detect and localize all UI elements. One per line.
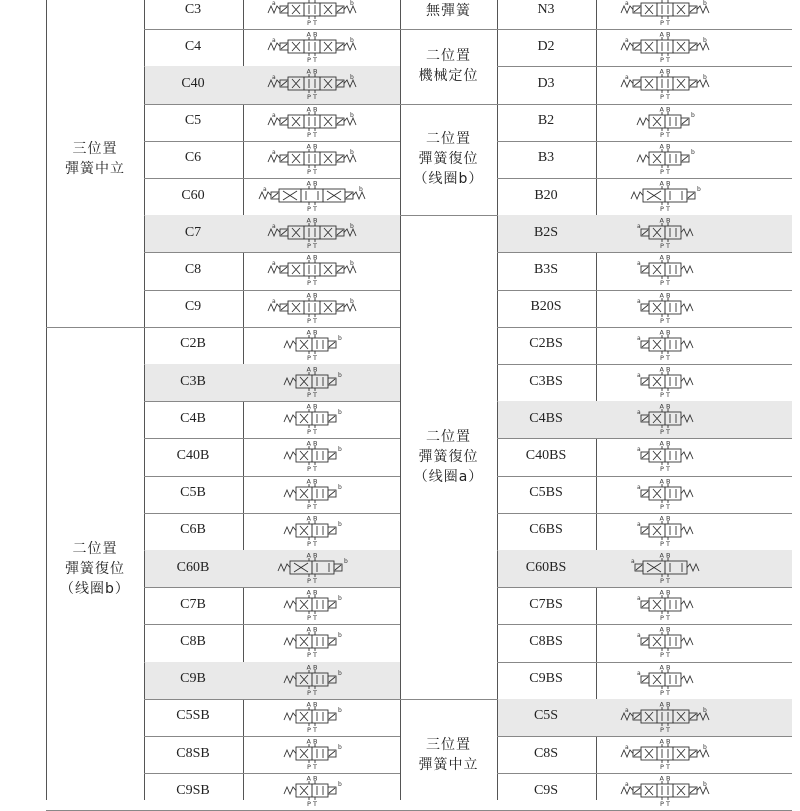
spring-return-valve-b-icon (247, 365, 377, 401)
spring-return-valve-a-icon (600, 477, 730, 513)
three-position-solenoid-valve-icon (247, 253, 377, 289)
model-code: N3 (537, 1, 555, 17)
svg-text:a: a (637, 260, 641, 268)
model-code: C2BS (529, 336, 563, 352)
svg-text:A B: A B (306, 551, 318, 560)
svg-text:P T: P T (307, 19, 317, 27)
svg-text:A B: A B (306, 142, 318, 151)
group-label-line: 二位置 (426, 48, 471, 65)
model-code: C3 (184, 1, 202, 17)
svg-text:P T: P T (307, 93, 317, 102)
svg-text:a: a (637, 483, 641, 491)
model-code: B20 (534, 187, 558, 203)
svg-text:A B: A B (306, 439, 318, 448)
svg-text:b: b (338, 706, 342, 714)
svg-text:a: a (637, 632, 641, 640)
svg-text:A B: A B (306, 588, 318, 597)
group-label-line: 二位置 (426, 131, 471, 148)
spring-return-valve-b-icon (247, 774, 377, 810)
three-position-solenoid-valve-icon (247, 30, 377, 66)
svg-text:A B: A B (659, 514, 671, 523)
model-code: C40 (181, 76, 205, 91)
model-code: C5BS (529, 485, 563, 501)
model-code: C7B (180, 596, 206, 612)
svg-text:b: b (703, 37, 707, 45)
svg-text:b: b (338, 409, 342, 417)
spring-return-valve-a-icon (600, 365, 730, 401)
svg-text:a: a (272, 297, 276, 305)
svg-text:a: a (625, 706, 629, 714)
svg-text:a: a (625, 37, 629, 45)
svg-text:A B: A B (306, 253, 318, 262)
svg-text:a: a (637, 520, 641, 528)
svg-text:P T: P T (660, 651, 670, 660)
model-code: C6BS (529, 522, 563, 538)
svg-text:a: a (272, 148, 276, 156)
svg-text:P T: P T (660, 19, 670, 27)
group-label-line: 彈簧復位 (418, 151, 479, 168)
model-code: C4BS (529, 410, 563, 426)
spring-return-valve-b-icon (247, 700, 377, 736)
column-divider (596, 0, 597, 800)
group-label-line: 二位置 (72, 540, 118, 557)
model-code: B2S (533, 224, 559, 240)
model-code: C60B (176, 559, 210, 575)
model-code: C2B (180, 336, 206, 352)
svg-text:A B: A B (659, 142, 671, 151)
spring-return-valve-b-icon (600, 142, 730, 178)
group-label (400, 46, 497, 86)
model-code: C40BS (525, 448, 567, 463)
svg-text:A B: A B (306, 477, 318, 486)
svg-text:A B: A B (659, 439, 671, 448)
svg-text:A B: A B (659, 328, 671, 337)
svg-text:P T: P T (660, 539, 670, 548)
svg-text:a: a (263, 186, 267, 193)
detent-valve-icon (600, 67, 730, 103)
svg-text:P T: P T (307, 763, 317, 771)
model-code: C5 (184, 113, 202, 129)
group-label-line: 三位置 (426, 736, 471, 753)
svg-text:a: a (637, 595, 641, 603)
svg-text:a: a (272, 260, 276, 268)
svg-text:A B: A B (659, 67, 671, 76)
model-code: C60 (181, 187, 205, 203)
svg-text:A B: A B (306, 179, 318, 188)
spring-return-valve-b-icon (600, 105, 730, 141)
svg-text:b: b (350, 111, 354, 119)
svg-text:P T: P T (307, 688, 317, 697)
model-code: C8B (180, 634, 206, 649)
svg-text:A B: A B (306, 328, 318, 337)
detent-valve-icon (600, 30, 730, 66)
svg-text:A B: A B (659, 179, 671, 188)
svg-text:A B: A B (659, 216, 671, 225)
svg-text:b: b (359, 186, 363, 193)
svg-text:a: a (625, 744, 629, 751)
spring-return-valve-a-icon (600, 625, 730, 661)
model-code: C6 (184, 150, 202, 166)
spring-return-valve-a-icon (600, 588, 730, 624)
svg-text:b: b (338, 446, 342, 454)
spring-return-valve-b-icon (247, 737, 377, 773)
group-divider (400, 215, 497, 216)
svg-text:a: a (272, 37, 276, 45)
svg-text:P T: P T (660, 577, 670, 585)
spring-return-valve-a-icon (600, 402, 730, 438)
svg-text:b: b (338, 520, 342, 528)
svg-text:P T: P T (307, 56, 317, 65)
model-code: C7 (184, 224, 202, 240)
svg-text:b: b (350, 223, 354, 231)
svg-text:P T: P T (307, 167, 317, 176)
svg-text:P T: P T (307, 800, 317, 809)
group-label-line: 彈簧中立 (418, 756, 479, 773)
svg-text:P T: P T (660, 614, 670, 623)
model-code: C5SB (176, 708, 210, 724)
spring-return-valve-a-icon (600, 439, 730, 475)
three-position-solenoid-valve-icon (600, 774, 730, 810)
spring-return-valve-b-icon (247, 439, 377, 475)
svg-text:b: b (703, 706, 707, 714)
svg-text:P T: P T (307, 316, 317, 325)
svg-text:P T: P T (660, 465, 670, 474)
group-label (400, 1, 497, 21)
svg-text:A B (307, 0, 318, 2)
three-position-solenoid-valve-icon (600, 737, 730, 773)
svg-text:a: a (637, 446, 641, 454)
model-code: C3BS (529, 373, 563, 389)
svg-text:A B: A B (659, 700, 671, 709)
model-code: C8 (184, 262, 202, 277)
svg-text:A B: A B (306, 774, 318, 783)
three-position-solenoid-valve-icon (247, 216, 377, 252)
group-label (400, 129, 497, 189)
group-divider (400, 699, 497, 700)
spring-return-valve-b-icon (247, 328, 377, 364)
svg-text:a: a (625, 781, 629, 789)
svg-text:P T: P T (307, 391, 317, 399)
spring-return-valve-a-icon (600, 291, 730, 327)
model-code: C4B (180, 410, 206, 426)
svg-text:b: b (691, 111, 695, 119)
group-label-line: 二位置 (426, 429, 471, 445)
group-label (400, 427, 497, 487)
svg-text:a: a (272, 0, 276, 7)
model-code: C40B (176, 448, 210, 463)
spring-return-valve-a-icon (600, 328, 730, 364)
svg-text:a: a (637, 409, 641, 417)
svg-text:A B: A B (306, 365, 318, 374)
svg-text:A B: A B (306, 30, 318, 39)
svg-text:A B: A B (306, 216, 318, 225)
group-label-line: 彈簧復位 (418, 449, 479, 465)
svg-text:P T: P T (307, 577, 317, 585)
group-label-line: 機械定位 (418, 68, 479, 85)
svg-text:P T: P T (307, 651, 317, 660)
model-code: B3 (537, 150, 555, 166)
spring-return-valve-b-icon (247, 514, 377, 550)
svg-text:P T: P T (660, 279, 670, 288)
model-code: C60BS (525, 559, 567, 575)
no-spring-valve-icon (600, 0, 730, 29)
svg-text:b: b (338, 595, 342, 603)
spring-return-valve-b-icon (247, 477, 377, 513)
svg-text:b: b (703, 74, 707, 82)
svg-text:P T: P T (660, 56, 670, 65)
three-position-solenoid-valve-icon (247, 105, 377, 141)
group-divider (400, 29, 497, 30)
group-label (400, 735, 497, 775)
svg-text:A B: A B (659, 737, 671, 746)
svg-text:b: b (350, 148, 354, 156)
group-label (46, 539, 144, 599)
svg-text:b: b (350, 74, 354, 82)
group-label-line: 無彈簧 (426, 2, 471, 19)
svg-text:a: a (272, 111, 276, 119)
model-code: C8SB (176, 745, 210, 761)
svg-text:b: b (338, 669, 342, 677)
svg-text:A B: A B (659, 551, 671, 560)
svg-text:A B: A B (659, 365, 671, 374)
model-code: B3S (533, 262, 559, 277)
right-table (400, 0, 800, 809)
svg-text:b: b (338, 483, 342, 491)
three-position-solenoid-valve-icon (247, 291, 377, 327)
svg-text:P T: P T (307, 428, 317, 437)
svg-text:b: b (703, 0, 707, 7)
svg-text:b: b (703, 744, 707, 751)
svg-text:P T: P T (660, 428, 670, 437)
svg-text:b: b (338, 334, 342, 342)
svg-text:a: a (625, 0, 629, 7)
model-code: C9BS (529, 671, 563, 687)
group-label-line: （线圈b） (413, 171, 484, 188)
svg-text:a: a (272, 223, 276, 231)
group-label-line: （线圈b） (60, 580, 130, 597)
svg-text:b: b (344, 558, 348, 565)
svg-text:A B: A B (659, 253, 671, 262)
svg-text:b: b (338, 372, 342, 379)
svg-text:A B (660, 0, 671, 2)
model-code: C5B (180, 485, 206, 501)
group-label-line: （线圈a） (413, 469, 484, 485)
model-code: C9S (533, 782, 559, 798)
column-divider (46, 0, 47, 800)
svg-text:A B: A B (659, 477, 671, 486)
svg-text:P T: P T (660, 316, 670, 325)
svg-text:P T: P T (307, 725, 317, 734)
spring-return-valve-b-icon (247, 663, 377, 699)
svg-text:b: b (703, 781, 707, 789)
three-position-solenoid-valve-icon (600, 700, 730, 736)
svg-text:A B: A B (659, 30, 671, 39)
svg-text:a: a (625, 74, 629, 82)
model-code: C9 (184, 299, 202, 315)
spring-return-wide-valve-a-icon (600, 551, 730, 587)
svg-text:a: a (637, 372, 641, 379)
svg-text:b: b (350, 0, 354, 7)
svg-text:A B: A B (306, 700, 318, 709)
svg-text:A B: A B (659, 774, 671, 783)
spring-return-valve-b-icon (247, 625, 377, 661)
three-position-solenoid-valve-icon (247, 142, 377, 178)
svg-text:P T: P T (660, 93, 670, 102)
svg-text:A B: A B (659, 105, 671, 114)
model-code: C9SB (176, 782, 210, 798)
svg-text:P T: P T (660, 353, 670, 362)
svg-text:A B: A B (306, 663, 318, 672)
svg-text:P T: P T (660, 167, 670, 176)
group-label (46, 139, 144, 179)
model-code: C3B (180, 373, 206, 389)
svg-text:A B: A B (659, 663, 671, 672)
svg-text:A B: A B (659, 291, 671, 300)
model-code: C8BS (529, 634, 563, 649)
spring-return-valve-b-icon (247, 588, 377, 624)
model-code: C4 (184, 38, 202, 54)
svg-text:a: a (637, 334, 641, 342)
svg-text:P T: P T (660, 502, 670, 511)
svg-text:P T: P T (660, 688, 670, 697)
model-code: C8S (533, 745, 559, 761)
svg-text:b: b (697, 186, 701, 193)
svg-text:a: a (637, 297, 641, 305)
svg-text:P T: P T (307, 502, 317, 511)
svg-text:P T: P T (307, 279, 317, 288)
svg-text:P T: P T (660, 800, 670, 809)
group-label-line: 彈簧復位 (65, 560, 125, 577)
svg-text:P T: P T (660, 391, 670, 399)
svg-text:P T: P T (660, 130, 670, 139)
model-code: C5S (533, 708, 559, 724)
spring-return-valve-a-icon (600, 253, 730, 289)
svg-text:A B: A B (659, 402, 671, 411)
svg-text:b: b (350, 37, 354, 45)
spring-return-valve-a-icon (600, 663, 730, 699)
svg-text:P T: P T (307, 130, 317, 139)
svg-text:A B: A B (306, 737, 318, 746)
spring-return-valve-a-icon (600, 216, 730, 252)
spring-return-valve-b-icon (247, 402, 377, 438)
group-divider (46, 327, 144, 328)
model-code: D2 (537, 38, 555, 54)
svg-text:P T: P T (660, 205, 670, 213)
svg-text:b: b (350, 260, 354, 268)
group-label-line: 三位置 (72, 141, 118, 158)
svg-text:a: a (631, 558, 635, 565)
svg-text:b: b (338, 781, 342, 789)
model-code: D3 (537, 76, 555, 91)
left-table (0, 0, 400, 809)
model-code: B2 (537, 113, 555, 129)
column-divider (400, 0, 401, 800)
svg-text:a: a (637, 669, 641, 677)
spring-return-valve-a-icon (600, 514, 730, 550)
group-label-line: 彈簧中立 (65, 161, 125, 178)
three-position-wide-valve-icon (247, 179, 377, 215)
svg-text:P T: P T (307, 614, 317, 623)
spring-return-wide-valve-b-icon (247, 551, 377, 587)
svg-text:b: b (350, 297, 354, 305)
svg-text:a: a (637, 223, 641, 231)
svg-text:P T: P T (307, 465, 317, 474)
three-position-solenoid-valve-icon (247, 0, 377, 29)
svg-text:P T: P T (307, 539, 317, 548)
svg-text:A B: A B (306, 105, 318, 114)
svg-text:b: b (338, 744, 342, 751)
svg-text:P T: P T (660, 242, 670, 251)
svg-text:A B: A B (306, 67, 318, 76)
svg-text:A B: A B (659, 625, 671, 634)
svg-text:A B: A B (306, 291, 318, 300)
svg-text:A B: A B (306, 514, 318, 523)
svg-text:P T: P T (307, 205, 317, 213)
three-position-solenoid-valve-icon (247, 67, 377, 103)
svg-text:A B: A B (306, 625, 318, 634)
spring-return-wide-valve-b-icon (600, 179, 730, 215)
svg-text:P T: P T (660, 763, 670, 771)
svg-text:A B: A B (659, 588, 671, 597)
model-code: B20S (530, 299, 562, 315)
svg-text:b: b (338, 632, 342, 640)
svg-text:a: a (272, 74, 276, 82)
svg-text:P T: P T (307, 242, 317, 251)
group-divider (400, 104, 497, 105)
svg-text:P T: P T (660, 725, 670, 734)
model-code: C9B (180, 671, 206, 687)
svg-text:A B: A B (306, 402, 318, 411)
svg-text:b: b (691, 148, 695, 156)
svg-text:P T: P T (307, 353, 317, 362)
model-code: C7BS (529, 596, 563, 612)
model-code: C6B (180, 522, 206, 538)
